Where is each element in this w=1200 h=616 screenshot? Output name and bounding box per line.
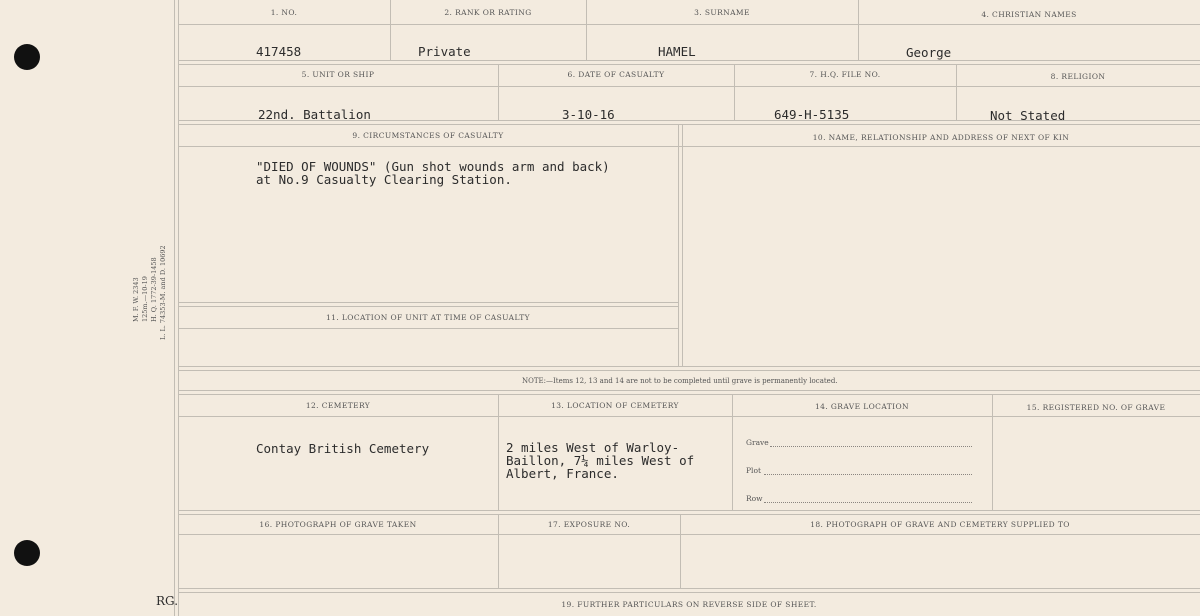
side-code-4: L. L. 74353-M. and D. 10692 <box>159 245 167 340</box>
label-photo-supplied: 18. PHOTOGRAPH OF GRAVE AND CEMETERY SUPPLIED TO <box>810 520 1070 529</box>
margin-line <box>174 0 175 616</box>
label-christian: 4. CHRISTIAN NAMES <box>981 10 1077 19</box>
label-hq: 7. H.Q. FILE NO. <box>809 70 881 79</box>
grave-field-label: Grave <box>746 438 769 447</box>
punch-hole-top <box>14 44 40 70</box>
label-cemetery-location: 13. LOCATION OF CEMETERY <box>551 401 679 410</box>
label-location-unit: 11. LOCATION OF UNIT AT TIME OF CASUALTY <box>326 313 530 322</box>
grave-field-line <box>770 446 972 447</box>
label-exposure: 17. EXPOSURE NO. <box>547 520 631 529</box>
corner-mark: RG. <box>156 594 179 608</box>
label-grave-location: 14. GRAVE LOCATION <box>814 402 910 411</box>
plot-field-label: Plot <box>746 466 761 475</box>
value-religion: Not Stated <box>990 108 1066 123</box>
punch-hole-bottom <box>14 540 40 566</box>
label-no: 1. NO. <box>270 8 298 17</box>
value-date: 3-10-16 <box>562 107 615 122</box>
value-unit: 22nd. Battalion <box>258 107 371 122</box>
value-hq: 649-H-5135 <box>774 107 850 122</box>
label-next-of-kin: 10. NAME, RELATIONSHIP AND ADDRESS OF NEXT OF KIN <box>812 133 1070 142</box>
label-photo-taken: 16. PHOTOGRAPH OF GRAVE TAKEN <box>259 520 417 529</box>
value-circumstances: "DIED OF WOUNDS" (Gun shot wounds arm and back) at No.9 Casualty Clearing Station. <box>256 159 610 187</box>
label-date: 6. DATE OF CASUALTY <box>567 70 665 79</box>
value-cemetery-location: 2 miles West of Warloy- Baillon, 7¼ miles West of Albert, France. <box>506 440 695 481</box>
label-rank: 2. RANK OR RATING <box>444 8 532 17</box>
plot-field-line <box>764 474 972 475</box>
label-religion: 8. RELIGION <box>1050 72 1106 81</box>
value-christian: George <box>906 45 952 60</box>
value-cemetery: Contay British Cemetery <box>256 441 430 456</box>
label-circumstances: 9. CIRCUMSTANCES OF CASUALTY <box>352 131 504 140</box>
note-text: NOTE:—Items 12, 13 and 14 are not to be completed until grave is permanently located. <box>522 377 838 385</box>
label-surname: 3. SURNAME <box>694 8 750 17</box>
footer-text: 19. FURTHER PARTICULARS ON REVERSE SIDE OF SHEET. <box>561 600 817 609</box>
row-field-line <box>764 502 972 503</box>
side-code-1: M. F. W. 2343 <box>132 277 140 322</box>
side-code-3: H. Q. 1772-39-1458 <box>150 257 158 322</box>
value-surname: HAMEL <box>658 44 696 59</box>
label-registered-no: 15. REGISTERED NO. OF GRAVE <box>1026 403 1166 412</box>
side-code-2: 125m.—10-19 <box>141 276 149 322</box>
label-cemetery: 12. CEMETERY <box>305 401 371 410</box>
label-unit: 5. UNIT OR SHIP <box>301 70 375 79</box>
row-field-label: Row <box>746 494 763 503</box>
value-rank: Private <box>418 44 471 59</box>
value-no: 417458 <box>256 44 302 59</box>
